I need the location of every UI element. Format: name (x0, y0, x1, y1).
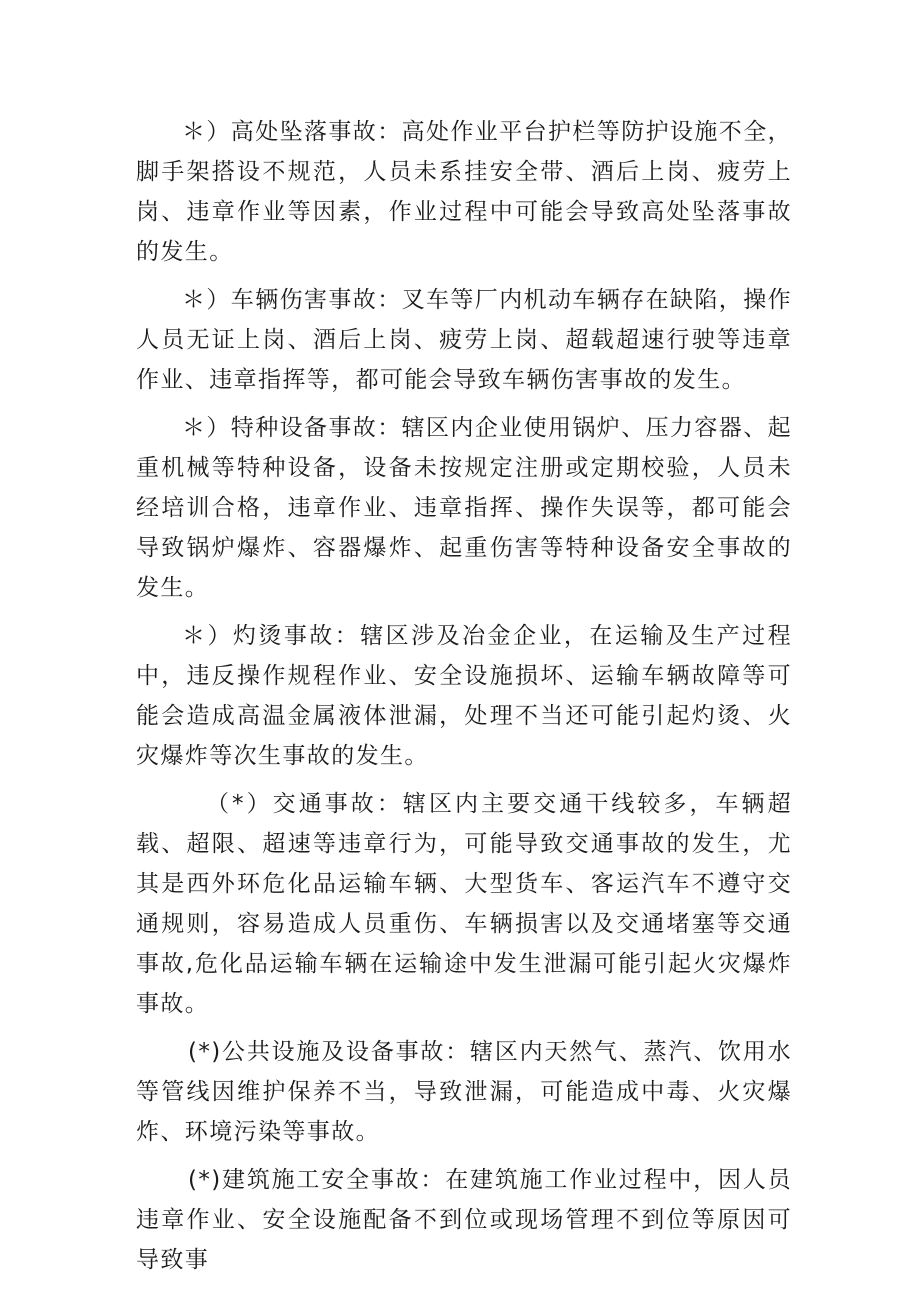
paragraph-fall-accident: ＊）高处坠落事故：高处作业平台护栏等防护设施不全，脚手架搭设不规范，人员未系挂安全带、酒后上岗、疲劳上岗、违章作业等因素，作业过程中可能会导致高处坠落事故的发生。 (136, 119, 792, 265)
document-body (136, 112, 792, 1288)
paragraph-construction-safety: (*)建筑施工安全事故：在建筑施工作业过程中，因人员违章作业、安全设施配备不到位或现场管理不到位等原因可导致事 (136, 1167, 792, 1273)
paragraph-public-facilities: (*)公共设施及设备事故：辖区内天然气、蒸汽、饮用水等管线因维护保养不当，导致泄漏，可能造成中毒、火灾爆炸、环境污染等事故。 (136, 1039, 792, 1145)
paragraph-vehicle-injury: ＊）车辆伤害事故：叉车等厂内机动车辆存在缺陷，操作人员无证上岗、酒后上岗、疲劳上岗、超载超速行驶等违章作业、违章指挥等，都可能会导致车辆伤害事故的发生。 (136, 287, 792, 393)
paragraph-traffic-accident: （*）交通事故：辖区内主要交通干线较多，车辆超载、超限、超速等违章行为，可能导致交通事故的发生，尤其是西外环危化品运输车辆、大型货车、客运汽车不遵守交通规则，容易造成人员重伤、车辆损害以及交通堵塞等交通事故,危化品运输车辆在运输途中发生泄漏可能引起火灾爆炸事故。 (136, 791, 792, 1017)
paragraph-special-equipment: ＊）特种设备事故：辖区内企业使用锅炉、压力容器、起重机械等特种设备，设备未按规定注册或定期校验，人员未经培训合格，违章作业、违章指挥、操作失误等，都可能会导致锅炉爆炸、容器爆炸、起重伤害等特种设备安全事故的发生。 (136, 415, 792, 601)
paragraph-burn-accident: ＊）灼烫事故：辖区涉及冶金企业，在运输及生产过程中，违反操作规程作业、安全设施损坏、运输车辆故障等可能会造成高温金属液体泄漏，处理不当还可能引起灼烫、火灾爆炸等次生事故的发生。 (136, 623, 792, 769)
